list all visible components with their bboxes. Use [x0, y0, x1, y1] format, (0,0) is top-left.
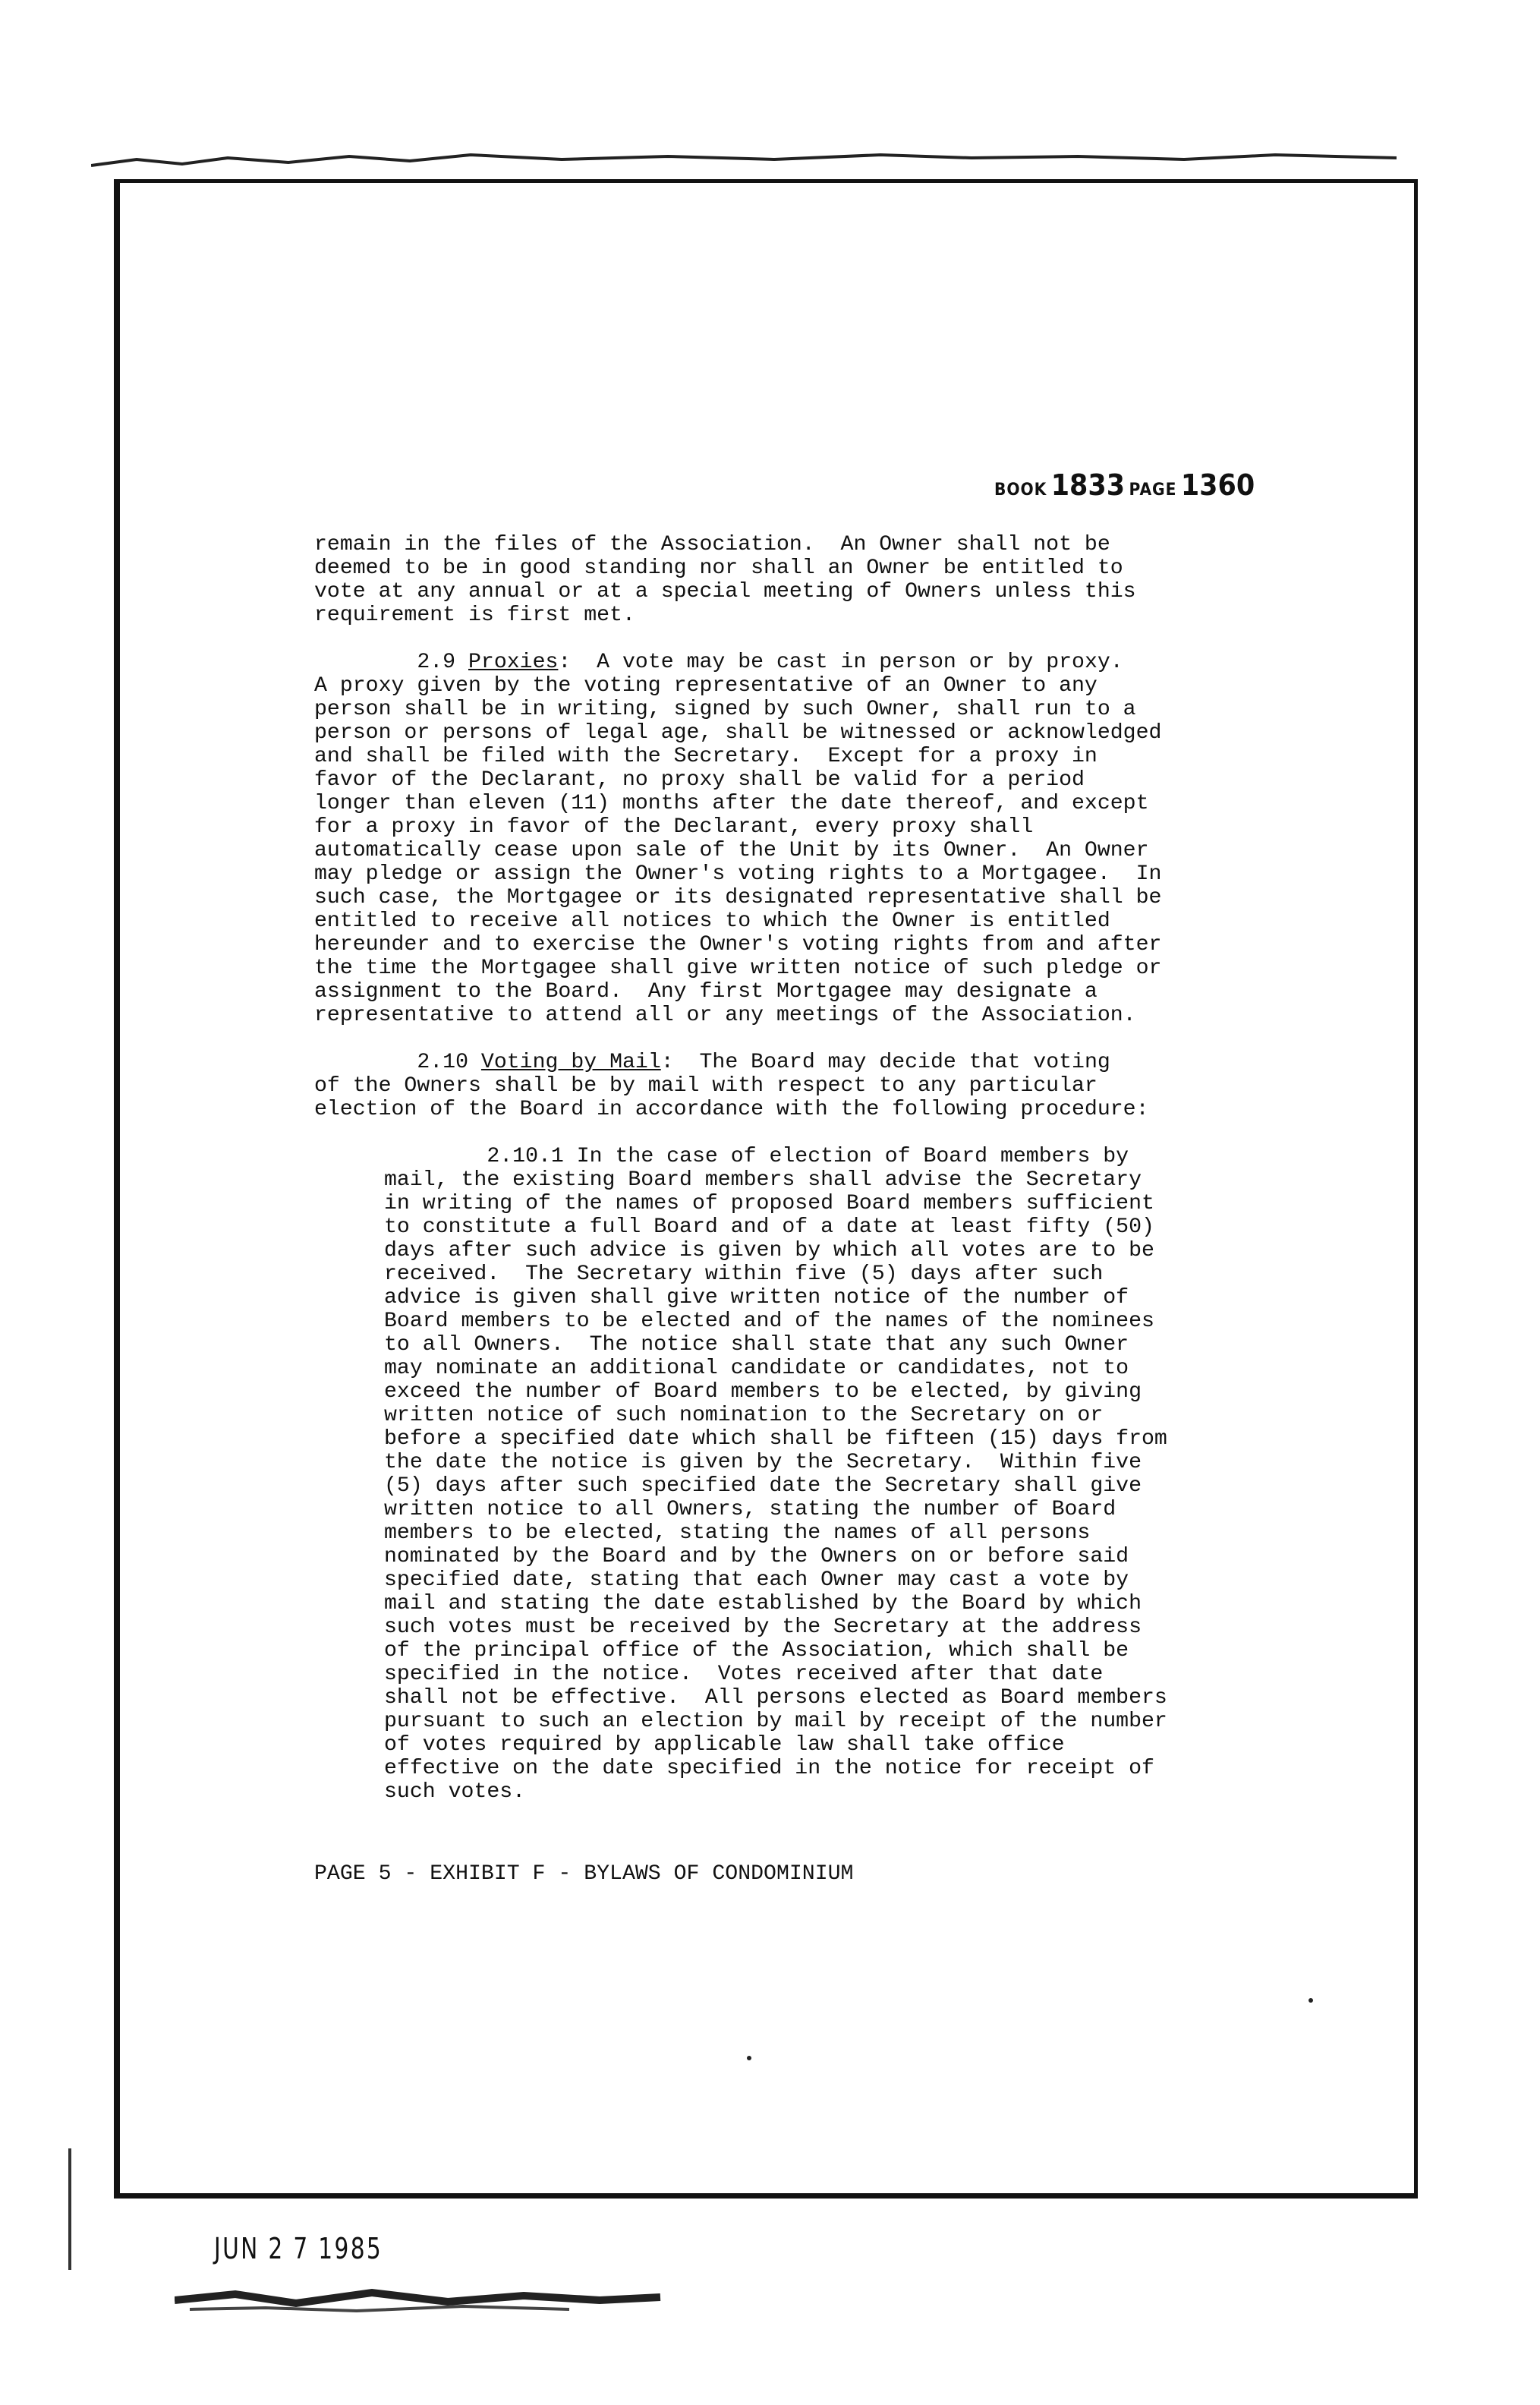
book-page-stamp — [994, 468, 1255, 502]
text-line: deemed to be in good standing nor shall an Owner be entitled to — [314, 556, 1123, 580]
text-line: written notice to all Owners, stating the number of Board — [384, 1498, 1116, 1521]
text-line: vote at any annual or at a special meeting of Owners unless this — [314, 580, 1136, 604]
text-line: days after such advice is given by which all votes are to be — [384, 1239, 1154, 1262]
text-line: mail and stating the date established by the Board by which — [384, 1592, 1142, 1615]
text-line: person or persons of legal age, shall be witnessed or acknowledged — [314, 721, 1162, 745]
section-number: 2.9 — [417, 651, 456, 674]
text-line: exceed the number of Board members to be elected, by giving — [384, 1380, 1142, 1404]
text-line: of the principal office of the Association, which shall be — [384, 1639, 1129, 1663]
text-line: in writing of the names of proposed Board members sufficient — [384, 1192, 1154, 1215]
text-line: received. The Secretary within five (5) days after such — [384, 1262, 1104, 1286]
text-line: to constitute a full Board and of a date at least fifty (50) — [384, 1215, 1154, 1239]
section-2-10-voting-by-mail — [314, 1051, 1248, 1121]
page-footer: PAGE 5 - EXHIBIT F - BYLAWS OF CONDOMINIUM — [314, 1862, 854, 1886]
date-stamp: JUN 2 7 1985 — [214, 2232, 383, 2265]
text-line: specified in the notice. Votes received after that date — [384, 1663, 1104, 1686]
text-line: automatically cease upon sale of the Unit by its Owner. An Owner — [314, 839, 1149, 862]
text-line: (5) days after such specified date the Secretary shall give — [384, 1474, 1142, 1498]
text-line: the time the Mortgagee shall give written notice of such pledge or — [314, 957, 1162, 980]
text-line: shall not be effective. All persons elected as Board members — [384, 1686, 1167, 1710]
text-line: to all Owners. The notice shall state that any such Owner — [384, 1333, 1129, 1357]
text-line: favor of the Declarant, no proxy shall be valid for a period — [314, 768, 1085, 792]
text-line: requirement is first met. — [314, 604, 635, 627]
text-line: : The Board may decide that voting — [660, 1051, 1110, 1074]
text-line: A proxy given by the voting representative of an Owner to any — [314, 674, 1098, 698]
scan-speck — [747, 2056, 751, 2060]
text-line: written notice of such nomination to the Secretary on or — [384, 1404, 1104, 1427]
text-line: the date the notice is given by the Secretary. Within five — [384, 1451, 1142, 1474]
page-number: 1360 — [1180, 468, 1255, 502]
page-label: PAGE — [1129, 481, 1177, 500]
text-line: effective on the date specified in the notice for receipt of — [384, 1757, 1154, 1780]
scan-speck — [1309, 1998, 1313, 2003]
text-line: and shall be filed with the Secretary. Except for a proxy in — [314, 745, 1098, 768]
section-heading: Proxies — [468, 651, 559, 674]
text-line: of the Owners shall be by mail with respect to any particular — [314, 1074, 1098, 1098]
text-line: longer than eleven (11) months after the date thereof, and except — [314, 792, 1149, 815]
text-line: representative to attend all or any meetings of the Association. — [314, 1004, 1136, 1027]
text-line: entitled to receive all notices to which the Owner is entitled — [314, 909, 1110, 933]
text-line: specified date, stating that each Owner may cast a vote by — [384, 1568, 1129, 1592]
text-line: hereunder and to exercise the Owner's voting rights from and after — [314, 933, 1162, 957]
text-line: such votes must be received by the Secretary at the address — [384, 1615, 1142, 1639]
section-2-9-proxies — [314, 651, 1248, 1027]
section-number: 2.10.1 — [487, 1145, 564, 1168]
text-line: such votes. — [384, 1780, 526, 1804]
text-line: for a proxy in favor of the Declarant, every proxy shall — [314, 815, 1034, 839]
section-number: 2.10 — [417, 1051, 468, 1074]
scan-smudge-bottom — [175, 2277, 706, 2315]
text-line: before a specified date which shall be fifteen (15) days from — [384, 1427, 1167, 1451]
text-line: of votes required by applicable law shall take office — [384, 1733, 1065, 1757]
scan-edge-top — [91, 152, 1397, 170]
section-2-10-1 — [384, 1145, 1248, 1804]
document-body — [314, 533, 1248, 1827]
paragraph-continued — [314, 533, 1248, 627]
text-line: Board members to be elected and of the names of the nominees — [384, 1310, 1154, 1333]
text-line: : A vote may be cast in person or by proxy. — [558, 651, 1123, 674]
book-number: 1833 — [1050, 468, 1126, 502]
text-line: assignment to the Board. Any first Mortgagee may designate a — [314, 980, 1098, 1004]
text-line: election of the Board in accordance with the following procedure: — [314, 1098, 1149, 1121]
text-line: pursuant to such an election by mail by receipt of the number — [384, 1710, 1167, 1733]
text-line: members to be elected, stating the names of all persons — [384, 1521, 1091, 1545]
text-line: remain in the files of the Association. An Owner shall not be — [314, 533, 1110, 556]
text-line: advice is given shall give written notice of the number of — [384, 1286, 1129, 1310]
text-line: person shall be in writing, signed by such Owner, shall run to a — [314, 698, 1136, 721]
text-line: nominated by the Board and by the Owners on or before said — [384, 1545, 1129, 1568]
scan-corner-mark — [68, 2148, 102, 2270]
book-label: BOOK — [994, 481, 1047, 500]
section-heading: Voting by Mail — [480, 1051, 661, 1074]
text-line: In the case of election of Board members by — [563, 1145, 1129, 1168]
text-line: such case, the Mortgagee or its designated representative shall be — [314, 886, 1162, 909]
text-line: mail, the existing Board members shall advise the Secretary — [384, 1168, 1142, 1192]
text-line: may pledge or assign the Owner's voting rights to a Mortgagee. In — [314, 862, 1162, 886]
text-line: may nominate an additional candidate or candidates, not to — [384, 1357, 1129, 1380]
